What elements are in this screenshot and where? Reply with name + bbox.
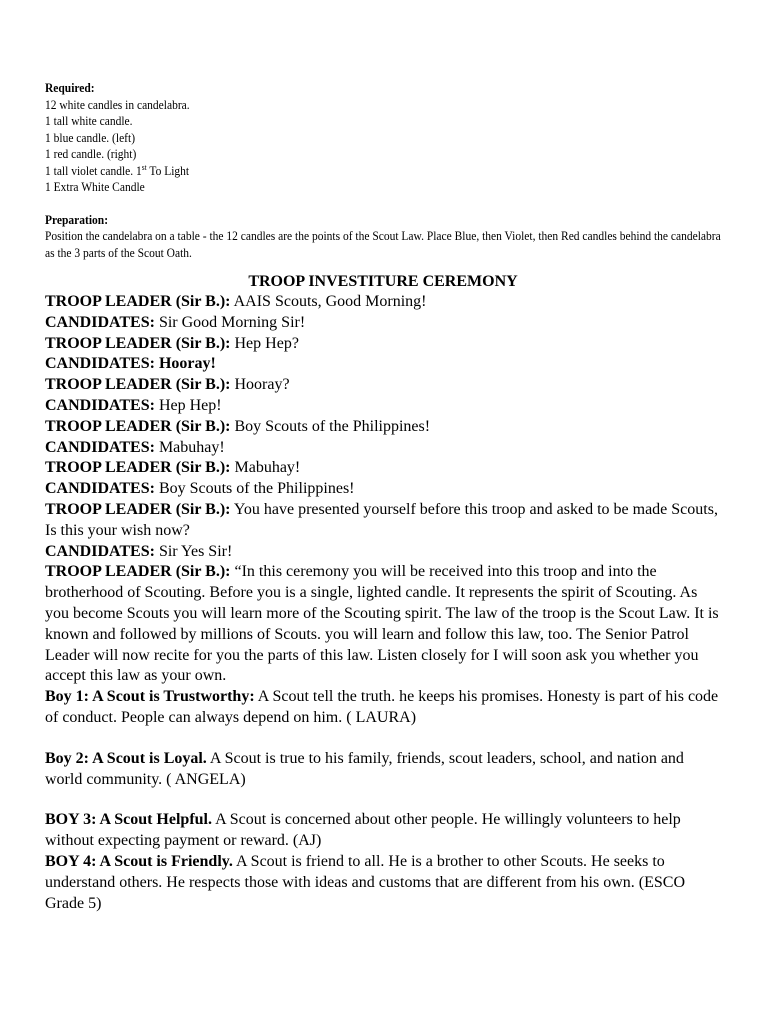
speaker: TROOP LEADER (Sir B.):	[45, 500, 231, 518]
required-item: 1 tall white candle.	[45, 114, 133, 128]
speaker: CANDIDATES: Hooray!	[45, 355, 216, 373]
required-item-suffix: To Light	[146, 163, 190, 178]
line-text: Mabuhay!	[154, 438, 225, 456]
dialogue	[45, 292, 725, 914]
required-item-violet	[45, 163, 671, 180]
speaker: BOY 3: A Scout Helpful.	[45, 811, 212, 829]
speaker: CANDIDATES:	[45, 480, 155, 498]
scout-law-entry	[45, 749, 725, 791]
dialogue-line	[45, 292, 725, 313]
dialogue-line	[45, 542, 725, 563]
ordinal-superscript: st	[141, 162, 147, 172]
speaker: CANDIDATES:	[45, 438, 155, 456]
required-heading: Required:	[45, 81, 95, 95]
ceremony-title: TROOP INVESTITURE CEREMONY	[248, 273, 518, 290]
required-section	[45, 80, 725, 196]
line-text: Mabuhay!	[230, 459, 301, 477]
speaker: BOY 4: A Scout is Friendly.	[45, 852, 233, 870]
required-item: 12 white candles in candelabra.	[45, 97, 190, 112]
line-text: Boy Scouts of the Philippines!	[230, 417, 431, 435]
dialogue-line	[45, 354, 725, 375]
line-text: A Scout tell the truth. he keeps his promises. Honesty is part of his code of conduct. People can always depend on him. ( LAURA)	[45, 688, 719, 726]
required-item: 1 blue candle. (left)	[45, 130, 136, 145]
preparation-text: Position the candelabra on a table - the 12 candles are the points of the Scout Law. Place Blue, then Violet, then Red candles behind the candelabra as the 3 parts of the Scout Oath.	[45, 229, 721, 260]
required-item: 1 red candle. (right)	[45, 147, 137, 161]
preparation-section	[45, 212, 725, 262]
speaker: Boy 1: A Scout is Trustworthy:	[45, 688, 255, 706]
line-text: Sir Yes Sir!	[154, 542, 233, 560]
line-text: A Scout is friend to all. He is a brother to other Scouts. He seeks to understand others. He respects those with ideas and customs that are different from his own. (ESCO Grade 5)	[45, 852, 685, 912]
required-item: 1 Extra White Candle	[45, 180, 145, 194]
line-text: Boy Scouts of the Philippines!	[154, 480, 355, 498]
speaker: TROOP LEADER (Sir B.):	[45, 293, 231, 310]
speaker: Boy 2: A Scout is Loyal.	[45, 749, 207, 767]
dialogue-line	[45, 562, 725, 687]
dialogue-line	[45, 417, 725, 438]
scout-law-entry	[45, 852, 725, 914]
speaker: TROOP LEADER (Sir B.):	[45, 563, 231, 581]
dialogue-line	[45, 334, 725, 355]
scout-law-entry	[45, 810, 725, 852]
line-text: Hep Hep!	[154, 396, 222, 414]
speaker: CANDIDATES:	[45, 542, 155, 560]
dialogue-line	[45, 313, 725, 334]
line-text: A Scout is true to his family, friends, scout leaders, school, and nation and world community. ( ANGELA)	[45, 749, 684, 788]
line-text: Hooray?	[230, 376, 290, 394]
speaker: TROOP LEADER (Sir B.):	[45, 459, 231, 477]
speaker: TROOP LEADER (Sir B.):	[45, 417, 231, 435]
line-text: A Scout is concerned about other people. He willingly volunteers to help without expecting payment or reward. (AJ)	[45, 811, 681, 850]
required-item-text: 1 tall violet candle. 1	[45, 163, 142, 178]
dialogue-line	[45, 458, 725, 479]
document-page	[45, 80, 725, 914]
line-text: “In this ceremony you will be received into this troop and into the brotherhood of Scouting. Before you is a single, lighted candle. It represents the spirit of Scouting. As you become Scouts you will learn more of the Scouting spirit. The law of the troop is the Scout Law. It is known and followed by millions of Scouts. you will learn and follow this law, too. The Senior Patrol Leader will now recite for you the parts of this law. Listen closely for I will soon ask you whether you accept this law as your own.	[45, 563, 719, 685]
speaker: CANDIDATES:	[45, 396, 155, 414]
line-text: AAIS Scouts, Good Morning!	[230, 293, 427, 310]
line-text: Hep Hep?	[230, 334, 299, 352]
line-text: You have presented yourself before this troop and asked to be made Scouts, Is this your wish now?	[45, 500, 718, 539]
preparation-heading: Preparation:	[45, 212, 109, 227]
dialogue-line	[45, 479, 725, 500]
dialogue-line	[45, 500, 725, 542]
line-text: Sir Good Morning Sir!	[154, 313, 306, 331]
speaker: TROOP LEADER (Sir B.):	[45, 334, 231, 352]
scout-law-entry	[45, 687, 725, 729]
dialogue-line	[45, 438, 725, 459]
dialogue-line	[45, 375, 725, 396]
dialogue-line	[45, 396, 725, 417]
speaker: TROOP LEADER (Sir B.):	[45, 376, 231, 394]
speaker: CANDIDATES:	[45, 313, 155, 331]
